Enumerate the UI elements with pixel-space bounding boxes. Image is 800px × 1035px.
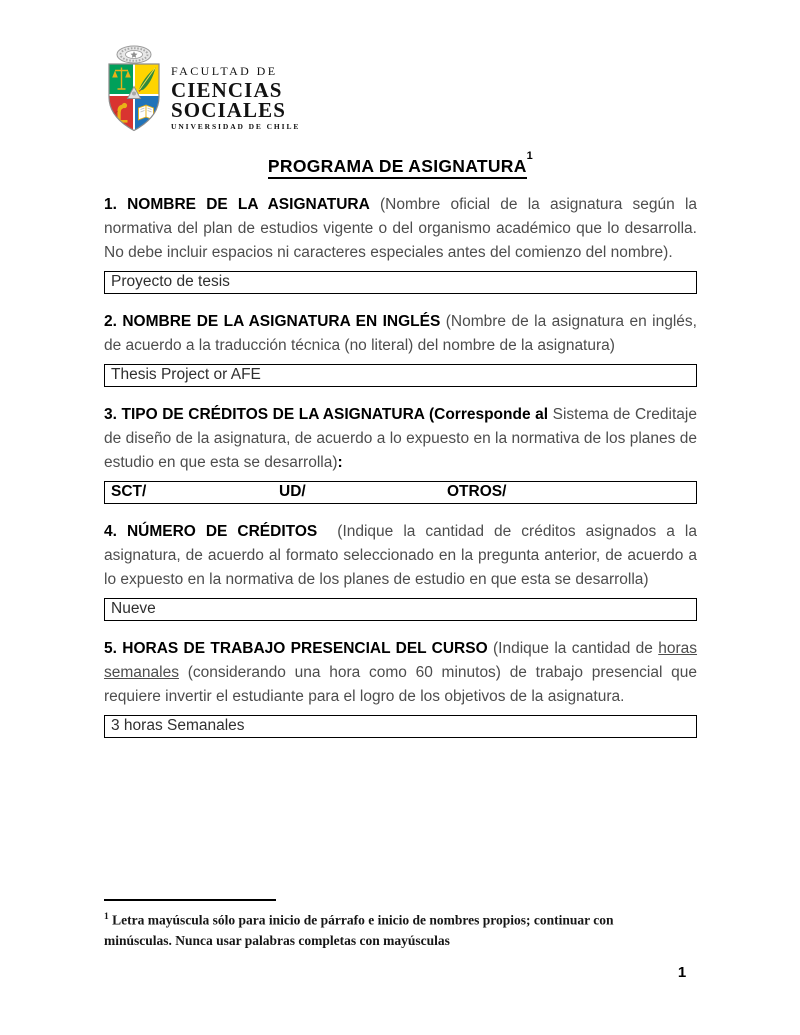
credit-count-field (104, 598, 697, 621)
university-logo-text (171, 45, 300, 131)
section-1-heading (104, 193, 697, 265)
section-5-description-after: (considerando una hora como 60 minutos) de trabajo presencial que requiere invertir el estudiante para el logro de los objetivos de la asignatura. (104, 664, 697, 705)
section-4-heading (104, 520, 697, 592)
logo-university-line: UNIVERSIDAD DE CHILE (171, 122, 301, 131)
credit-count-value: Nueve (111, 600, 156, 617)
footnote-text (104, 907, 679, 951)
page-title-text: PROGRAMA DE ASIGNATURA (268, 156, 527, 179)
course-name-value: Proyecto de tesis (111, 273, 230, 290)
footnote-separator (104, 899, 276, 901)
page-number: 1 (677, 964, 687, 981)
section-3-number-label: 3. TIPO DE CRÉDITOS DE LA ASIGNATURA (Corresponde al (104, 406, 549, 423)
section-5-underlined-phrase: horas semanales (104, 640, 698, 681)
footnote-ref: 1 (104, 912, 109, 922)
section-2-heading (104, 310, 697, 358)
course-name-english-field (104, 364, 697, 387)
credit-field-otros: OTROS/ (447, 483, 507, 500)
section-4-number-label: 4. NÚMERO DE CRÉDITOS (104, 523, 318, 540)
weekly-hours-field (104, 715, 697, 738)
weekly-hours-value: 3 horas Semanales (111, 717, 245, 734)
section-5-heading (104, 637, 697, 709)
university-crest-icon (107, 45, 163, 133)
footnote-body: Letra mayúscula sólo para inicio de párrafo e inicio de nombres propios; continuar con minúsculas. Nunca usar palabras completas con mayúsculas (104, 912, 614, 948)
course-name-english-value: Thesis Project or AFE (111, 366, 261, 383)
university-logo (104, 45, 697, 133)
section-weekly-hours (104, 637, 697, 738)
title-footnote-ref: 1 (526, 150, 534, 162)
credit-type-field (104, 481, 697, 504)
section-3-colon: : (337, 454, 343, 471)
section-2-number-label: 2. NOMBRE DE LA ASIGNATURA EN INGLÉS (104, 313, 441, 330)
logo-sociales-line: SOCIALES (171, 98, 287, 122)
section-credit-count (104, 520, 697, 621)
page-title (104, 149, 697, 179)
section-credit-type (104, 403, 697, 504)
section-5-number-label: 5. HORAS DE TRABAJO PRESENCIAL DEL CURSO (104, 640, 488, 657)
credit-field-sct: SCT/ (111, 483, 147, 500)
logo-ciencias-line: CIENCIAS (171, 78, 283, 102)
course-name-field (104, 271, 697, 294)
footnote (104, 899, 679, 951)
section-4-description: (Indique la cantidad de créditos asignados a la asignatura, de acuerdo al formato seleccionado en la pregunta anterior, de acuerdo a lo expuesto en la normativa de los planes de estudio en que esta se desarrolla) (104, 523, 697, 588)
document-page (104, 45, 697, 754)
section-3-heading (104, 403, 697, 475)
section-1-description: (Nombre oficial de la asignatura según la normativa del plan de estudios vigente o del organismo académico que lo desarrolla. No debe incluir espacios ni caracteres especiales antes del comienzo del nombre). (104, 196, 698, 261)
section-2-description: (Nombre de la asignatura en inglés, de acuerdo a la traducción técnica (no literal) del nombre de la asignatura) (104, 313, 697, 354)
section-5-description-before: (Indique la cantidad de (487, 640, 659, 657)
section-3-description: Sistema de Creditaje de diseño de la asignatura, de acuerdo a lo expuesto en la normativa de los planes de estudio en que esta se desarrolla) (104, 406, 697, 471)
section-1-number-label: 1. NOMBRE DE LA ASIGNATURA (104, 196, 370, 213)
credit-field-ud: UD/ (279, 483, 306, 500)
logo-faculty-line: FACULTAD DE (171, 64, 278, 78)
section-course-name (104, 193, 697, 294)
section-course-name-english (104, 310, 697, 387)
